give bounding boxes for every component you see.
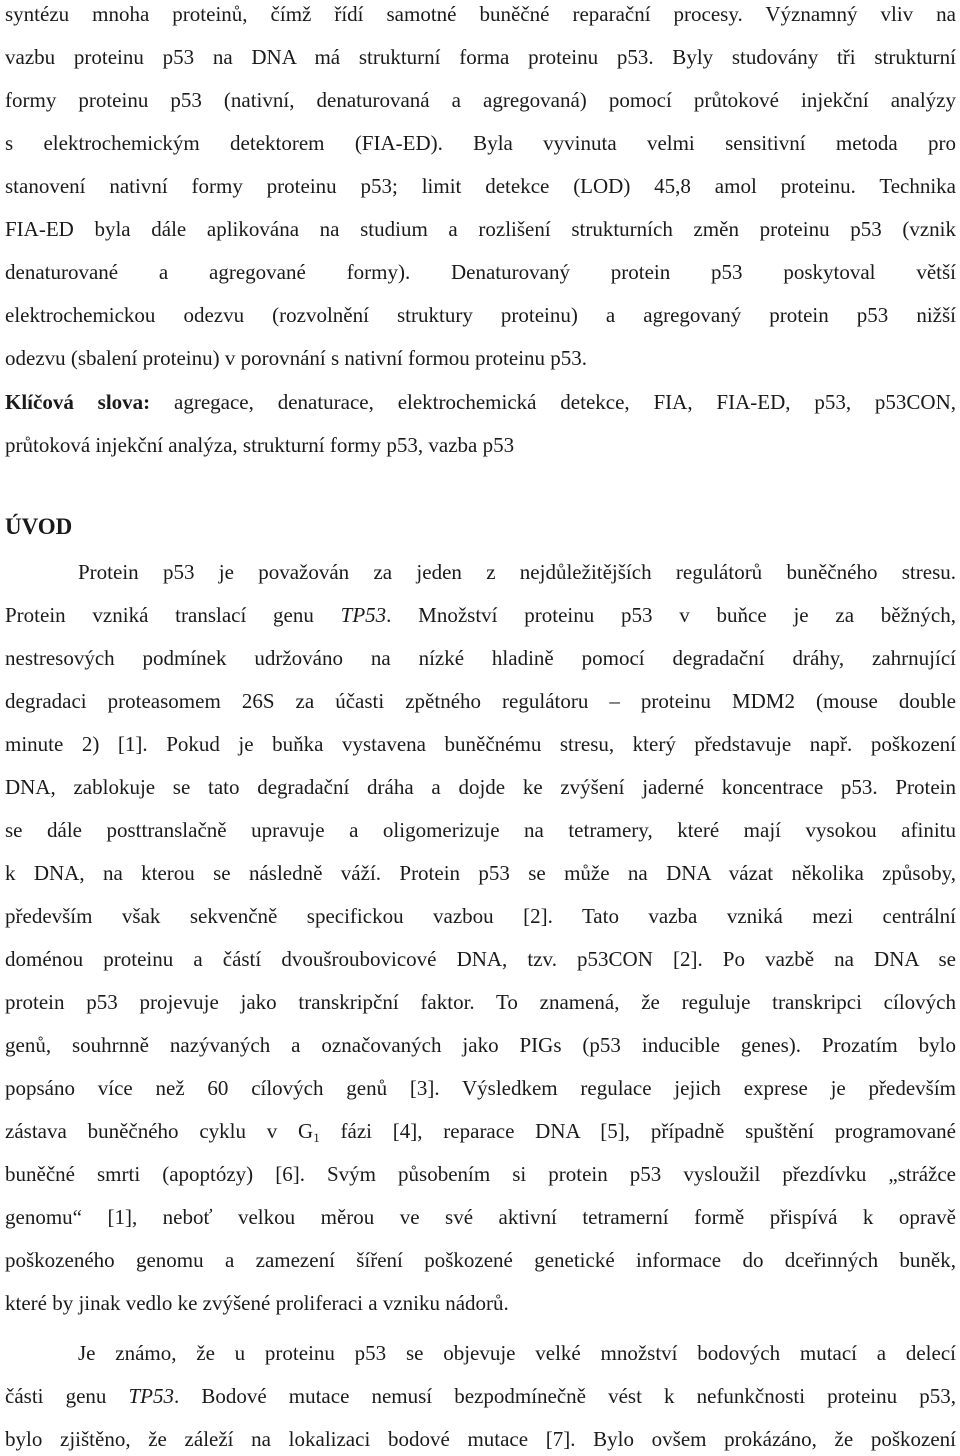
paragraph-line: nestresových podmínek udržováno na nízké hladině pomocí degradační dráhy, zahrnující <box>5 646 956 670</box>
paragraph-line: buněčné smrti (apoptózy) [6]. Svým působením si protein p53 vysloužil přezdívku „strážce <box>5 1162 956 1186</box>
paragraph-line: Protein p53 je považován za jeden z nejdůležitějších regulátorů buněčného stresu. <box>78 560 956 584</box>
keywords-line <box>5 389 956 415</box>
paragraph-line: DNA, zablokuje se tato degradační dráha a dojde ke zvýšení jaderné koncentrace p53. Protein <box>5 775 956 799</box>
paragraph-line: poškozeného genomu a zamezení šíření poškozené genetické informace do dceřinných buněk, <box>5 1248 956 1272</box>
paragraph-line: Protein vzniká translací genu TP53. Množství proteinu p53 v buňce je za běžných, <box>5 603 957 627</box>
paragraph-line: minute 2) [1]. Pokud je buňka vystavena buněčnému stresu, který představuje např. poškození <box>5 732 956 756</box>
keywords-line: průtoková injekční analýza, strukturní formy p53, vazba p53 <box>5 433 515 457</box>
paragraph-line: doménou proteinu a částí dvoušroubovicové DNA, tzv. p53CON [2]. Po vazbě na DNA se <box>5 947 956 971</box>
gene-name: TP53 <box>128 1384 174 1408</box>
abstract-line: vazbu proteinu p53 na DNA má strukturní forma proteinu p53. Byly studovány tři strukturní <box>5 45 956 69</box>
paragraph-line: genů, souhrnně nazývaných a označovaných jako PIGs (p53 inducible genes). Prozatím bylo <box>5 1033 956 1057</box>
paragraph-line: bylo zjištěno, že záleží na lokalizaci bodové mutace [7]. Bylo ovšem prokázáno, že poškození <box>5 1427 956 1451</box>
paragraph-line: k DNA, na kterou se následně váží. Protein p53 se může na DNA vázat několika způsoby, <box>5 861 956 885</box>
paragraph-line: genomu“ [1], neboť velkou měrou ve své aktivní tetramerní formě přispívá k opravě <box>5 1205 956 1229</box>
keywords-text: agregace, denaturace, elektrochemická detekce, FIA, FIA-ED, p53, p53CON, <box>150 390 957 414</box>
paragraph-line: Je známo, že u proteinu p53 se objevuje velké množství bodových mutací a delecí <box>78 1341 956 1365</box>
paragraph-line: které by jinak vedlo ke zvýšené proliferaci a vzniku nádorů. <box>5 1291 509 1315</box>
abstract-line: formy proteinu p53 (nativní, denaturovaná a agregovaná) pomocí průtokové injekční analýzy <box>5 88 956 112</box>
subscript: 1 <box>313 1130 320 1145</box>
abstract-line: stanovení nativní formy proteinu p53; limit detekce (LOD) 45,8 amol proteinu. Technika <box>5 174 956 198</box>
abstract-line: syntézu mnoha proteinů, čímž řídí samotné buněčné reparační procesy. Významný vliv na <box>5 2 956 26</box>
abstract-line: elektrochemickou odezvu (rozvolnění struktury proteinu) a agregovaný protein p53 nižší <box>5 303 956 327</box>
paragraph-line: především však sekvenčně specifickou vazbou [2]. Tato vazba vzniká mezi centrální <box>5 904 956 928</box>
abstract-line: odezvu (sbalení proteinu) v porovnání s nativní formou proteinu p53. <box>5 346 588 370</box>
paragraph-line: zástava buněčného cyklu v $G_1$ fázi [4], reparace DNA [5], případně spuštění programované <box>5 1119 956 1145</box>
gene-name: TP53 <box>340 603 387 627</box>
paragraph-line: části genu TP53. Bodové mutace nemusí bezpodmínečně vést k nefunkčnosti proteinu p53, <box>5 1384 956 1408</box>
abstract-line: s elektrochemickým detektorem (FIA-ED). Byla vyvinuta velmi sensitivní metoda pro <box>5 131 956 155</box>
paragraph-line: protein p53 projevuje jako transkripční faktor. To znamená, že reguluje transkripci cílových <box>5 990 956 1014</box>
paragraph-line: degradaci proteasomem 26S za účasti zpětného regulátoru – proteinu MDM2 (mouse double <box>5 689 956 713</box>
section-heading: ÚVOD <box>5 514 73 539</box>
keywords-label: Klíčová slova: <box>5 390 151 414</box>
abstract-line: FIA-ED byla dále aplikována na studium a rozlišení strukturních změn proteinu p53 (vznik <box>5 217 956 241</box>
paragraph-line: se dále posttranslačně upravuje a oligomerizuje na tetramery, které mají vysokou afinitu <box>5 818 956 842</box>
paragraph-line: popsáno více než 60 cílových genů [3]. Výsledkem regulace jejich exprese je především <box>5 1076 956 1100</box>
abstract-line: denaturované a agregované formy). Denaturovaný protein p53 poskytoval větší <box>5 260 956 284</box>
